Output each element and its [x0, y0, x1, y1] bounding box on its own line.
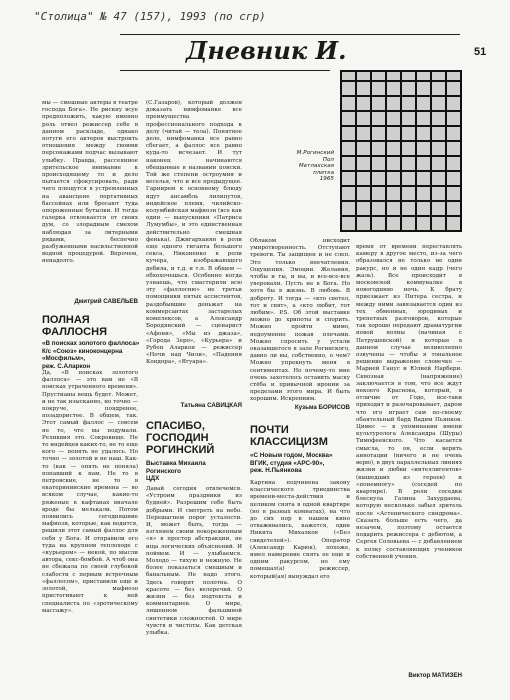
header-rule-top	[120, 34, 460, 35]
col1-signature: Дмитрий САВЕЛЬЕВ	[74, 298, 138, 305]
col1-text-main: Да, «В поисках золотого фаллоса» — это вам не «В поисках утраченного времени». Прустианы вещь будет. Может, и не так изысканно, но точно — покруче, поядренее, позадористее. В общем, так. Этот самый фаллос — совсем не то, что вы подумали. Реликвия это. Сокровище. Не то индейцев каких-то, не то еще кого — понять не удалось. Но точно — золотой и не наш. Как-то (как — опять не поняла) попавший к нам. Не то в петровские, не то в екатерининские времена — во всяком случае, какие-то ряженые в кафтанах вначале вроде бы мелькали. Потом появились сегодняшние мафиози, которые, как водится, решили этот самый фаллос для себя у Бога. И отправили его туда на крупном теплоходе с «курьером» — некой, по мысли автора, секс-бомбой. А чтоб она не сбежала по своей глубокой слабости с первым встречным «фаллосом», приставили еще и золотой, мафиозо пристегивают к ней специалиста по «эротическому массажу».	[42, 370, 138, 614]
page-number: 51	[474, 46, 487, 58]
col4-text: время от времени переставлять камеру в другое место, из-за чего образовался не только не один ракурс, но и не один кадр (чего жаль). Все происходит в московской коммуналке в новогоднюю ночь. К брату приезжает из Питера сестра, и между ними завязывается один из тех обменных, юродивых и трепетных разговоров, которые так хорошо передают драматургии новой волны (начиная с Петрушевской) и которые в данном случае великолепно озвучены — чтобы я тональное решение выражение словечко — Марией Ганус и Юлией Нарбери. Сквозная (напряжение) заключается в том, что все ждут некоего Краснова, который, в отличие от Годо, все-таки приходит и разочаровывает, даром что его играет сам по-своему обаятельный бард Вадим Пьянков. Цимес — в упоминании имени культуролога Александра (Шуры) Тимофеевского. Что касается смысла, то он, если верить аннотации (ничего и не очень верю), в двух параллельных линиях жизни и любви «интеллигентов» (вышедших из героев) и «понемногу» (соседей по квартире). В роли соседки блеснула Галина Захурдаева, которую несколько забыл зритель после «Астенического синдрома». Сказать больше есть чего, да незачем, поэтому остается подарить режиссера с дебютом, а Сергея Соловьева — с добавлением к полку составляющих учеников собственной учения.	[356, 244, 462, 560]
col1-subheading: «В поисках золотого фаллоса» К/с «Союз» киноконцерна «Мосфильм», реж. С.Аларкон	[42, 340, 140, 370]
col3-text-top: Облаком нисходит умиротворенность. Отступают тревоги. Ты защищен и не слеп. Это только впечатления. Ощущения. Эмоции. Желания, чтобы и ты, и вы, и все-все-все уверовали. Пусть не в Бога. Но хотя бы в жизнь. В любовь. В доброту. И тогда — «кто светел, тот и свят», а «кто любит, тот любим». P.S. Об этой выставке можно до хрипоты и спорить. Можно пройти мимо, недоуменно пожав плечами. Можно спросить у устали оказавшегося в зале Рогинского, давно ли вы, собственно, о чем? Можно упрекнуть меня в сентиментах. Но почему-то мне очень захотелось оставить маску стёба и привычной иронии за пределами этого мира. И быть хорошим. Искренним.	[250, 238, 350, 402]
col3-subheading: «С Новым годом, Москва» ВГИК, студия «АРС-90», реж. Н.Пьянкова	[250, 452, 333, 475]
col3-heading: ПОЧТИ КЛАССИЦИЗМ	[250, 424, 328, 448]
col2-signature: Татьяна САВИЦКАЯ	[180, 402, 242, 409]
section-title: Дневник И.	[186, 36, 347, 65]
artwork-floor-tiles	[340, 70, 462, 232]
col2-heading: СПАСИБО, ГОСПОДИН РОГИНСКИЙ	[146, 420, 215, 456]
col2-subheading: Выставка Михаила Рогинского ЦДХ	[146, 460, 206, 483]
col3-text-main: Картина подчинена закону классического триединства времени-места-действия и целиком снята в одной квартире (но в разных комнатах), на что до сих пор в нашем кино отваживались, кажется, один Никита Михалков («Без свидетелей»). Оператор (Александр Карюк), похоже, имел намерение снять ее еще и одним ракурсом, но ему помешал(а) режиссер, который(ая) вынуждал его	[250, 480, 350, 580]
header-rule-bottom	[120, 70, 330, 71]
col1-text-top: мы — смешные актеры в театре господа Бога». Не рискну всуе предположить, какую именно роль отвел режиссер себе в данном раскладе, однако потуги его актеров выстроить отношения между своими персонажами подчас вызывают улыбку. Правда, рассеянное зрительское внимание к происходящему то и дело пытается сфокусировать, ради чего плещутся в устремленных на авансцене портативных бассейнах или бросают туда опороженные бутылки. И тогда галерка отвлекается от своих дум, со злорадным смехом наблюдая за литерными рядами, беспечно разбуженными насильственной водной процедурой. Впрочем, ненадолго.	[42, 100, 138, 265]
col3-signature: Кузьма БОРИСОВ	[294, 404, 350, 411]
col4-signature: Виктор МАТИЗЕН	[408, 672, 462, 679]
col1-heading: ПОЛНАЯ ФАЛЛОСНЯ	[42, 314, 107, 338]
col2-text-top: (С.Газаров), который должен доказать нимфоманке все преимущества профессионального подхода к делу (читай — тела). Понятное дело, нимфоманка все равно сбегает, а фаллос все равно куда-то исчезает. И тут наконец начинаются обещанные в названии поиски. Той же степени остроумия и веселья, что и все предыдущее. Гарнирем к основному блюду идут ансамбль лилипутов, индейское племя, чилийско-колумбийская мафиози (все как один — выпускники «Патриса Лумумбы», и это единственная действительно смешная фенька). Джигарханян в роли еще одного гиганта большого секса, Никоненко в роли кучера, изображающего дебила, и т.д. и т.п. В общем — обхохочешься. Особенно когда узнаешь, что смастерили всю эту «фаллосню» не третьи помощники пятых ассистентов, раздобывшие деньжат на коммерсантах застарелых комплексов, а Александр Бородянский — сценарист «Афони», «Мы из джаза», «Города Зеро», «Курьера» и Рубен Аларкон — режиссер «Ночи над Чили», «Падения Кондора», «Ягуара».	[146, 100, 242, 366]
col2-text-main: Давай сегодня отвлечемся. «Устроим праздники из будней». Разрешим себе быть добрыми. И смотреть на небо. Перешагнем порог усталости. И, может быть, тогда — взглянем своим покореженным «я» в простор абстракции, не ища логических объяснений. И поймем. И — улыбаемся. Молодо — тихую и нежную. Не более показаться смешным и банальным. Не надо этого. Здесь говорят полотна. О красоте — без велеречий. О жизни — без подтекста и комментариев. О мире, лишенном фальшивой синтетики сложностей. О мире чувств и чистоты. Как детская улыбка.	[146, 486, 242, 637]
handwritten-source-note: "Столица" № 47 (157), 1993 (по сгр)	[34, 10, 266, 23]
artwork-caption: М.Рогинский Пол Метлахская плитка 1965	[296, 150, 334, 183]
